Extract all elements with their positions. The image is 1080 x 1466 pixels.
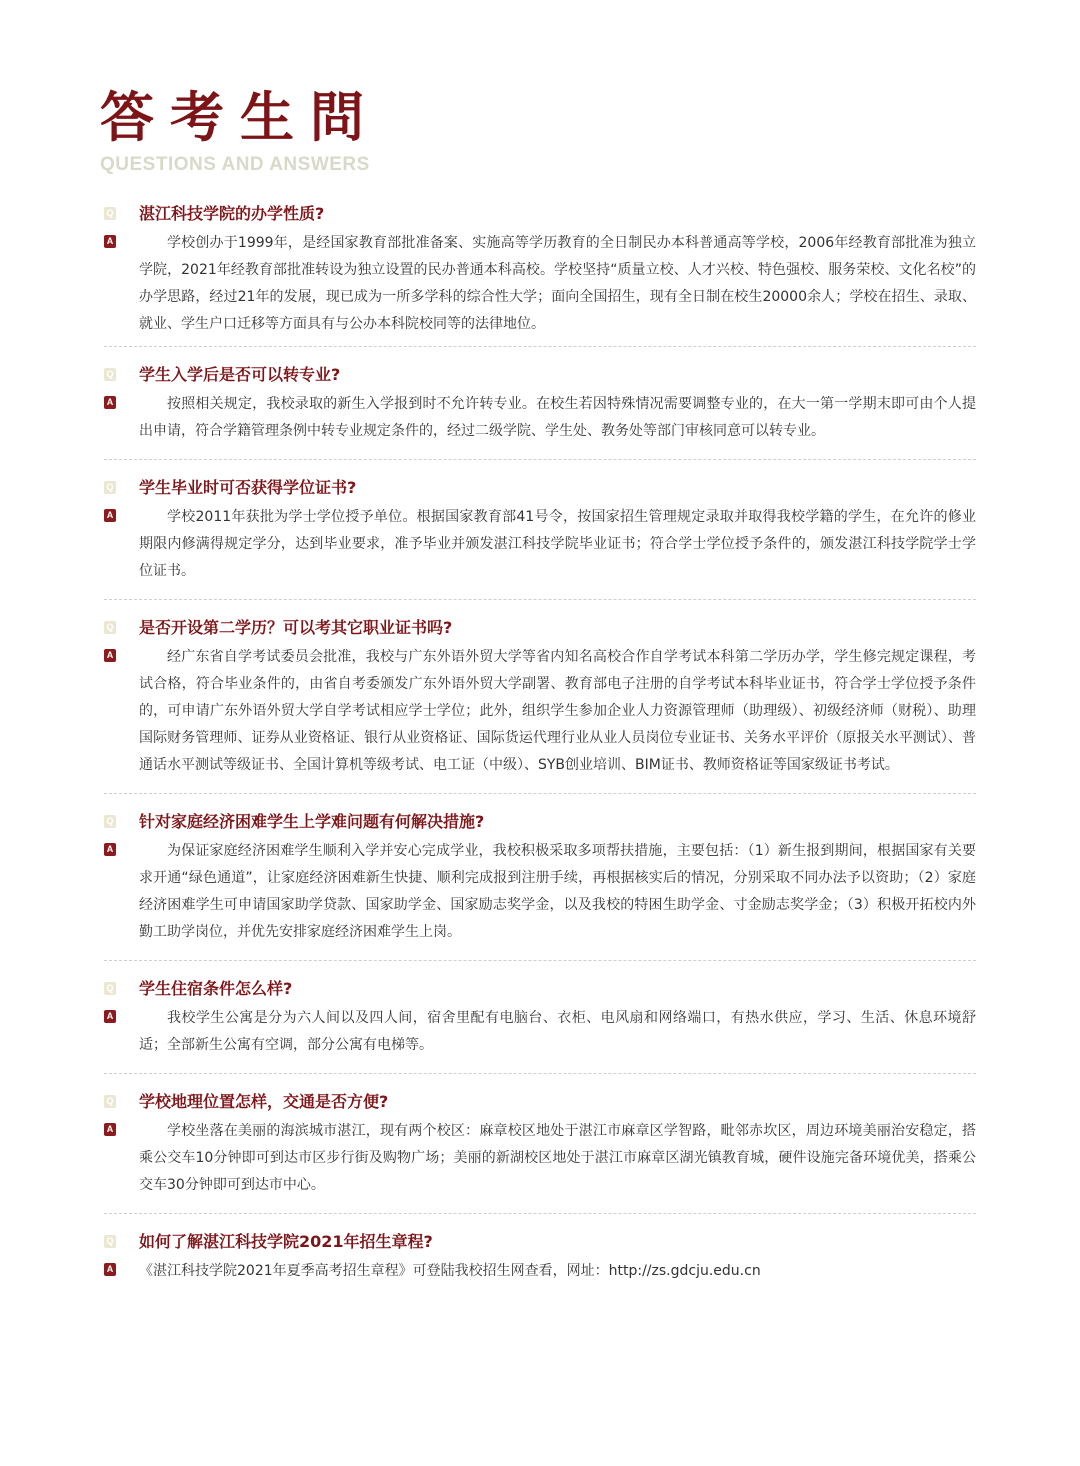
q-badge-icon: Q bbox=[104, 621, 116, 634]
qa-item bbox=[104, 1092, 976, 1199]
page-subtitle: QUESTIONS AND ANSWERS bbox=[100, 154, 370, 175]
question-text: 学生毕业时可否获得学位证书? bbox=[139, 478, 357, 497]
divider bbox=[104, 960, 976, 961]
question-row bbox=[104, 1092, 976, 1118]
question-row bbox=[104, 979, 976, 1005]
question-row bbox=[104, 478, 976, 504]
answer-row bbox=[104, 1258, 976, 1285]
question-text: 是否开设第二学历？可以考其它职业证书吗? bbox=[139, 618, 453, 637]
a-badge-icon: A bbox=[104, 843, 116, 856]
q-badge-icon: Q bbox=[104, 1235, 116, 1248]
a-badge-icon: A bbox=[104, 649, 116, 662]
divider bbox=[104, 599, 976, 600]
question-text: 学校地理位置怎样，交通是否方便? bbox=[139, 1092, 389, 1111]
a-badge-icon: A bbox=[104, 509, 116, 522]
answer-row bbox=[104, 230, 976, 338]
answer-text: 按照相关规定，我校录取的新生入学报到时不允许转专业。在校生若因特殊情况需要调整专业的，在大一第一学期末即可由个人提出申请，符合学籍管理条例中转专业规定条件的，经过二级学院、学生处、教务处等部门审核同意可以转专业。 bbox=[139, 396, 976, 439]
answer-row bbox=[104, 1005, 976, 1059]
answer-text: 学校创办于1999年，是经国家教育部批准备案、实施高等学历教育的全日制民办本科普通高等学校，2006年经教育部批准为独立学院，2021年经教育部批准转设为独立设置的民办普通本科高校。学校坚持“质量立校、人才兴校、特色强校、服务荣校、文化名校”的办学思路，经过21年的发展，现已成为一所多学科的综合性大学；面向全国招生，现有全日制在校生20000余人；学校在招生、录取、就业、学生户口迁移等方面具有与公办本科院校同等的法律地位。 bbox=[139, 235, 976, 332]
answer-text: 学校坐落在美丽的海滨城市湛江，现有两个校区：麻章校区地处于湛江市麻章区学智路，毗邻赤坎区，周边环境美丽治安稳定，搭乘公交车10分钟即可到达市区步行街及购物广场；美丽的新湖校区地处于湛江市麻章区湖光镇教育城，硬件设施完备环境优美，搭乘公交车30分钟即可到达市中心。 bbox=[139, 1123, 976, 1193]
qa-item bbox=[104, 618, 976, 779]
question-row bbox=[104, 1232, 976, 1258]
divider bbox=[104, 793, 976, 794]
qa-item bbox=[104, 812, 976, 946]
question-text: 学生住宿条件怎么样? bbox=[139, 979, 293, 998]
a-badge-icon: A bbox=[104, 1263, 116, 1276]
question-text: 针对家庭经济困难学生上学难问题有何解决措施? bbox=[139, 812, 485, 831]
a-badge-icon: A bbox=[104, 1010, 116, 1023]
q-badge-icon: Q bbox=[104, 815, 116, 828]
question-row bbox=[104, 204, 976, 230]
divider bbox=[104, 1073, 976, 1074]
answer-text: 学校2011年获批为学士学位授予单位。根据国家教育部41号令，按国家招生管理规定录取并取得我校学籍的学生，在允许的修业期限内修满得规定学分，达到毕业要求，准予毕业并颁发湛江科技学院毕业证书；符合学士学位授予条件的，颁发湛江科技学院学士学位证书。 bbox=[139, 509, 976, 579]
q-badge-icon: Q bbox=[104, 207, 116, 220]
answer-text: 我校学生公寓是分为六人间以及四人间，宿舍里配有电脑台、衣柜、电风扇和网络端口，有热水供应，学习、生活、休息环境舒适；全部新生公寓有空调，部分公寓有电梯等。 bbox=[139, 1010, 976, 1053]
qa-item bbox=[104, 1232, 976, 1285]
divider bbox=[104, 1213, 976, 1214]
qa-item bbox=[104, 478, 976, 585]
divider bbox=[104, 346, 976, 347]
question-row bbox=[104, 618, 976, 644]
q-badge-icon: Q bbox=[104, 1095, 116, 1108]
question-row bbox=[104, 365, 976, 391]
q-badge-icon: Q bbox=[104, 982, 116, 995]
a-badge-icon: A bbox=[104, 1123, 116, 1136]
answer-text: 经广东省自学考试委员会批准，我校与广东外语外贸大学等省内知名高校合作自学考试本科第二学历办学，学生修完规定课程，考试合格，符合毕业条件的，由省自考委颁发广东外语外贸大学副署、教育部电子注册的自学考试本科毕业证书，符合学士学位授予条件的，可申请广东外语外贸大学自学考试相应学士学位；此外，组织学生参加企业人力资源管理师（助理级）、初级经济师（财税）、助理国际财务管理师、证券从业资格证、银行从业资格证、国际货运代理行业从业人员岗位专业证书、关务水平评价（原报关水平测试）、普通话水平测试等级证书、全国计算机等级考试、电工证（中级）、SYB创业培训、BIM证书、教师资格证等国家级证书考试。 bbox=[139, 649, 976, 773]
answer-row bbox=[104, 838, 976, 946]
answer-text: 《湛江科技学院2021年夏季高考招生章程》可登陆我校招生网查看，网址：http://zs.gdcju.edu.cn bbox=[139, 1263, 761, 1279]
q-badge-icon: Q bbox=[104, 368, 116, 381]
question-text: 如何了解湛江科技学院2021年招生章程? bbox=[139, 1232, 433, 1251]
question-row bbox=[104, 812, 976, 838]
q-badge-icon: Q bbox=[104, 481, 116, 494]
answer-text: 为保证家庭经济困难学生顺利入学并安心完成学业，我校积极采取多项帮扶措施，主要包括：（1）新生报到期间，根据国家有关要求开通“绿色通道”，让家庭经济困难新生快捷、顺利完成报到注册手续，再根据核实后的情况，分别采取不同办法予以资助；（2）家庭经济困难学生可申请国家助学贷款、国家助学金、国家励志奖学金，以及我校的特困生助学金、寸金励志奖学金；（3）积极开拓校内外勤工助学岗位，并优先安排家庭经济困难学生上岗。 bbox=[139, 843, 976, 940]
a-badge-icon: A bbox=[104, 396, 116, 409]
answer-row bbox=[104, 504, 976, 585]
qa-item bbox=[104, 979, 976, 1059]
divider bbox=[104, 459, 976, 460]
answer-row bbox=[104, 644, 976, 779]
answer-row bbox=[104, 1118, 976, 1199]
qa-item bbox=[104, 365, 976, 445]
question-text: 学生入学后是否可以转专业? bbox=[139, 365, 341, 384]
page-title: 答考生問 bbox=[100, 85, 380, 149]
qa-list bbox=[104, 204, 976, 1285]
page-header bbox=[100, 86, 380, 176]
a-badge-icon: A bbox=[104, 235, 116, 248]
qa-item bbox=[104, 204, 976, 338]
answer-row bbox=[104, 391, 976, 445]
question-text: 湛江科技学院的办学性质? bbox=[139, 204, 325, 223]
